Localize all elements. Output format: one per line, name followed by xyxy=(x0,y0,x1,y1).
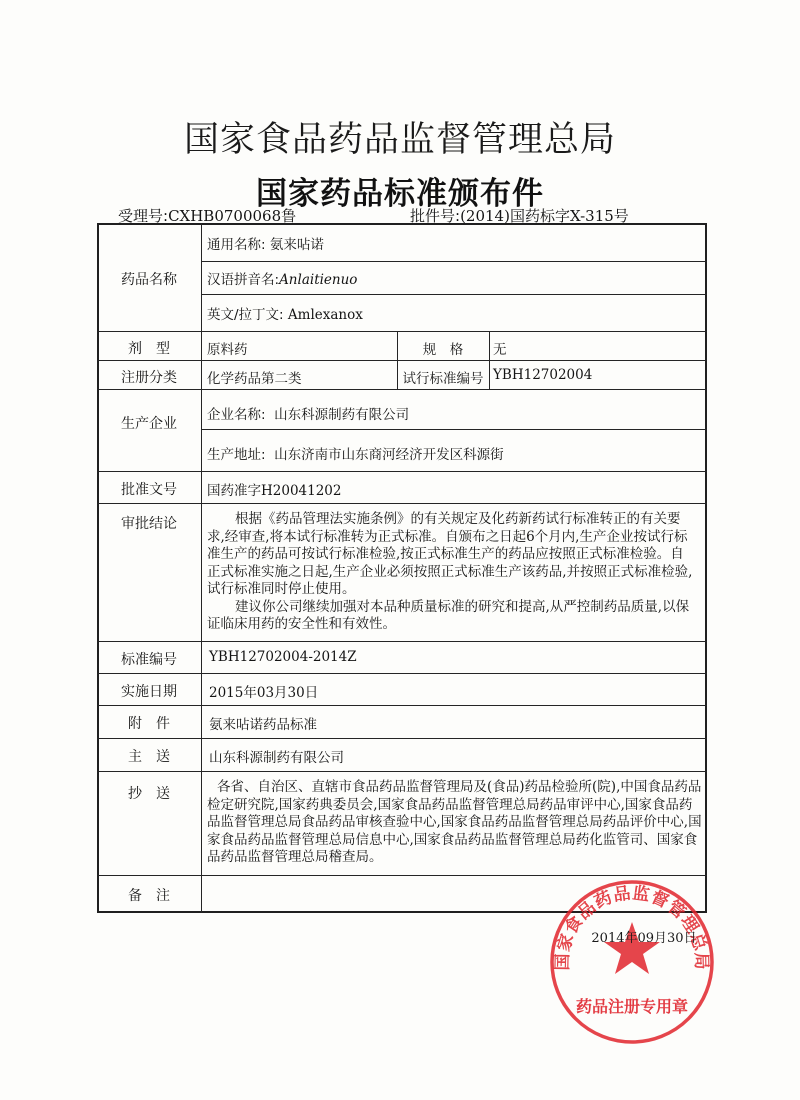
generic-name xyxy=(207,233,324,253)
approval-doc-label: 批准文号 xyxy=(121,482,177,498)
manufacturer-address-value: 山东济南市山东商河经济开发区科源街 xyxy=(274,447,504,463)
seal-date: 2014年09月30日 xyxy=(591,931,697,946)
manufacturer-label: 生产企业 xyxy=(121,416,177,432)
remarks-label: 备 注 xyxy=(128,888,170,904)
manufacturer-name xyxy=(207,403,409,423)
dosage-form-value: 原料药 xyxy=(207,342,248,358)
row-divider xyxy=(97,641,707,642)
manufacturer-address xyxy=(207,443,504,463)
official-seal xyxy=(548,878,716,1046)
conclusion-label: 审批结论 xyxy=(121,516,177,532)
send-to-label: 主 送 xyxy=(128,749,170,765)
row-divider xyxy=(97,673,707,674)
row-divider xyxy=(97,331,707,332)
row-divider xyxy=(97,471,707,472)
approval-value: (2014)国药标字X-315号 xyxy=(460,207,629,225)
row-divider xyxy=(97,389,707,390)
row-divider xyxy=(97,705,707,706)
row-divider xyxy=(97,738,707,739)
attachment-label: 附 件 xyxy=(128,716,170,732)
specification-value: 无 xyxy=(493,342,507,358)
dosage-form-label: 剂 型 xyxy=(128,341,170,357)
drug-name-label: 药品名称 xyxy=(121,272,177,288)
approval-table xyxy=(97,223,707,913)
row-divider xyxy=(97,503,707,504)
row-divider xyxy=(201,261,707,262)
receipt-value: CXHB0700068鲁 xyxy=(168,207,297,225)
standard-no-value: YBH12702004-2014Z xyxy=(209,649,357,665)
send-to-value: 山东科源制药有限公司 xyxy=(209,750,344,766)
pinyin-name-label: 汉语拼音名: xyxy=(207,272,280,288)
pinyin-name xyxy=(207,268,357,288)
approval-label: 批件号: xyxy=(410,207,461,225)
row-divider xyxy=(97,771,707,772)
standard-no-label: 标准编号 xyxy=(121,652,177,668)
english-name xyxy=(207,303,363,323)
approval-doc-value: 国药准字H20041202 xyxy=(207,483,342,499)
manufacturer-name-value: 山东科源制药有限公司 xyxy=(274,407,410,423)
manufacturer-name-label: 企业名称: xyxy=(207,407,266,423)
seal-ring-text: 国家食品药品监督管理总局 xyxy=(552,883,712,971)
receipt-label: 受理号: xyxy=(118,207,169,225)
conclusion-paragraph-1: 根据《药品管理法实施条例》的有关规定及化药新药试行标准转正的有关要求,经审查,将本试行标准转为正式标准。自颁布之日起6个月内,生产企业按试行标准生产的药品可按试行标准检验,按正式标准生产的药品应按照正式标准检验。自正式标准实施之日起,生产企业必须按照正式标准生产该药品,并按照正式标准检验,试行标准同时停止使用。 xyxy=(207,511,693,597)
english-name-label: 英文/拉丁文: xyxy=(207,307,284,323)
pinyin-name-value: Anlaitienuo xyxy=(279,272,358,288)
generic-name-label: 通用名称: xyxy=(207,237,266,253)
attachment-value: 氨来呫诺药品标准 xyxy=(209,717,317,733)
registration-category-value: 化学药品第二类 xyxy=(207,371,302,387)
generic-name-value: 氨来呫诺 xyxy=(269,237,324,253)
registration-category-label: 注册分类 xyxy=(121,370,177,386)
row-divider xyxy=(201,294,707,295)
document-title: 国家药品标准颁布件 xyxy=(256,176,544,212)
issuing-authority-title: 国家食品药品监督管理总局 xyxy=(183,120,616,160)
copy-to-value: 各省、自治区、直辖市食品药品监督管理局及(食品)药品检验所(院),中国食品药品检定研究院,国家药典委员会,国家食品药品监督管理总局药品审评中心,国家食品药品监督管理总局食品药品审核查验中心,国家食品药品监督管理总局药品评价中心,国家食品药品监督管理总局信息中心,国家食品药品监督管理总局药化监管司、国家食品药品监督管理总局稽查局。 xyxy=(207,779,702,865)
conclusion-text xyxy=(207,511,697,634)
row-divider xyxy=(97,360,707,361)
copy-to-label: 抄 送 xyxy=(128,786,170,802)
trial-standard-value: YBH12702004 xyxy=(493,367,593,383)
specification-label: 规 格 xyxy=(422,342,464,358)
star-icon xyxy=(604,922,660,974)
effective-date-label: 实施日期 xyxy=(121,684,177,700)
effective-date-value: 2015年03月30日 xyxy=(209,685,319,701)
row-divider xyxy=(201,429,707,430)
conclusion-paragraph-2: 建议你公司继续加强对本品种质量标准的研究和提高,从严控制药品质量,以保证临床用药的安全性和有效性。 xyxy=(207,598,690,632)
trial-standard-label: 试行标准编号 xyxy=(402,371,484,387)
row-divider xyxy=(97,875,707,876)
label-column-divider xyxy=(201,223,202,913)
english-name-value: Amlexanox xyxy=(287,307,363,323)
seal-center-text: 药品注册专用章 xyxy=(575,997,689,1016)
manufacturer-address-label: 生产地址: xyxy=(207,447,266,463)
